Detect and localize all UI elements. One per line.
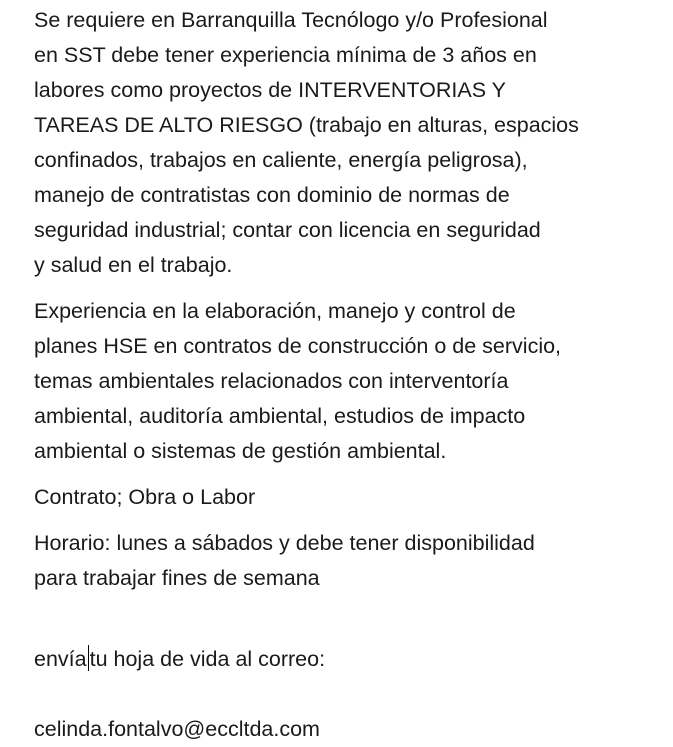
document-body: [34, 3, 664, 747]
contact-paragraph[interactable]: [34, 607, 664, 747]
text-cursor: [88, 645, 89, 671]
contact-email[interactable]: celinda.fontalvo@eccltda.com: [34, 717, 320, 741]
requirements-paragraph: Se requiere en Barranquilla Tecnólogo y/o Profesional en SST debe tener experiencia mínima de 3 años en labores como proyectos de INTERVENTORIAS Y TAREAS DE ALTO RIESGO (trabajo en alturas, espacios confinados, trabajos en caliente, energía peligrosa), manejo de contratistas con dominio de normas de seguridad industrial; contar con licencia en seguridad y salud en el trabajo.: [34, 8, 579, 277]
schedule-paragraph: Horario: lunes a sábados y debe tener disponibilidad para trabajar fines de semana: [34, 531, 535, 590]
contact-text-before-caret: envía: [34, 647, 87, 671]
contact-text-after-caret: tu hoja de vida al correo:: [89, 647, 326, 671]
contract-paragraph: Contrato; Obra o Labor: [34, 485, 256, 509]
experience-paragraph: Experiencia en la elaboración, manejo y control de planes HSE en contratos de construcción o de servicio, temas ambientales relacionados con interventoría ambiental, auditoría ambiental, estudios de impacto ambiental o sistemas de gestión ambiental.: [34, 299, 562, 463]
